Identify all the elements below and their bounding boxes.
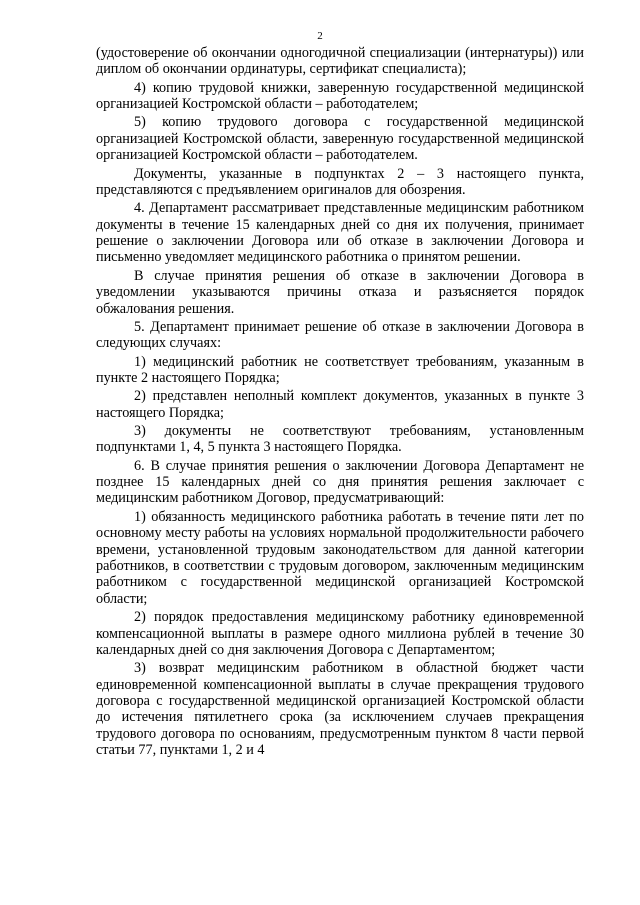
paragraph-refusal-notice: В случае принятия решения об отказе в заключении Договора в уведомлении указываются причины отказа и разъясняется порядок обжалования решения. <box>96 267 584 317</box>
paragraph-refusal-case-2: 2) представлен неполный комплект документов, указанных в пункте 3 настоящего Порядка; <box>96 388 584 421</box>
paragraph-item-5-labor-contract: 5) копию трудового договора с государственной медицинской организацией Костромской области, заверенную государственной медицинской организацией Костромской области – работодателем. <box>96 114 584 164</box>
paragraph-qualification-docs: (удостоверение об окончании одногодичной специализации (интернатуры)) или диплом об окончании ординатуры, сертификат специалиста); <box>96 45 584 78</box>
paragraph-contract-term-3: 3) возврат медицинским работником в областной бюджет части единовременной компенсационной выплаты в случае прекращения трудового договора с государственной медицинской организацией Костромской области до истечения пятилетнего срока (за исключением случаев прекращения трудового договора по основаниям, предусмотренным пунктом 8 части первой статьи 77, пунктами 1, 2 и 4 <box>96 660 584 759</box>
page-number: 2 <box>317 30 323 42</box>
paragraph-refusal-case-3: 3) документы не соответствуют требованиям, установленным подпунктами 1, 4, 5 пункта 3 настоящего Порядка. <box>96 422 584 456</box>
paragraph-item-4-labor-book: 4) копию трудовой книжки, заверенную государственной медицинской организацией Костромской области – работодателем; <box>96 79 584 113</box>
paragraph-contract-term-1: 1) обязанность медицинского работника работать в течение пяти лет по основному месту работы на условиях нормальной продолжительности рабочего времени, установленной трудовым законодательством для данной категории работников, в соответствии с трудовым договором, заключенным медицинским работником с государственной медицинской организацией Костромской области; <box>96 508 584 607</box>
paragraph-clause-4: 4. Департамент рассматривает представленные медицинским работником документы в течение 15 календарных дней со дня их получения, принимает решение о заключении Договора или об отказе в заключении Договора и письменно уведомляет медицинского работника о принятом решении. <box>96 200 584 266</box>
paragraph-clause-6: 6. В случае принятия решения о заключении Договора Департамент не позднее 15 календарных дней со дня принятия решения заключает с медицинским работником Договор, предусматривающий: <box>96 457 584 507</box>
paragraph-originals-note: Документы, указанные в подпунктах 2 – 3 настоящего пункта, представляются с предъявлением оригиналов для обозрения. <box>96 165 584 198</box>
paragraph-clause-5: 5. Департамент принимает решение об отказе в заключении Договора в следующих случаях: <box>96 318 584 352</box>
document-body <box>96 45 584 759</box>
paragraph-refusal-case-1: 1) медицинский работник не соответствует требованиям, указанным в пункте 2 настоящего Порядка; <box>96 353 584 386</box>
paragraph-contract-term-2: 2) порядок предоставления медицинскому работнику единовременной компенсационной выплаты в размере одного миллиона рублей в течение 30 календарных дней со дня заключения Договора с Департаментом; <box>96 609 584 658</box>
